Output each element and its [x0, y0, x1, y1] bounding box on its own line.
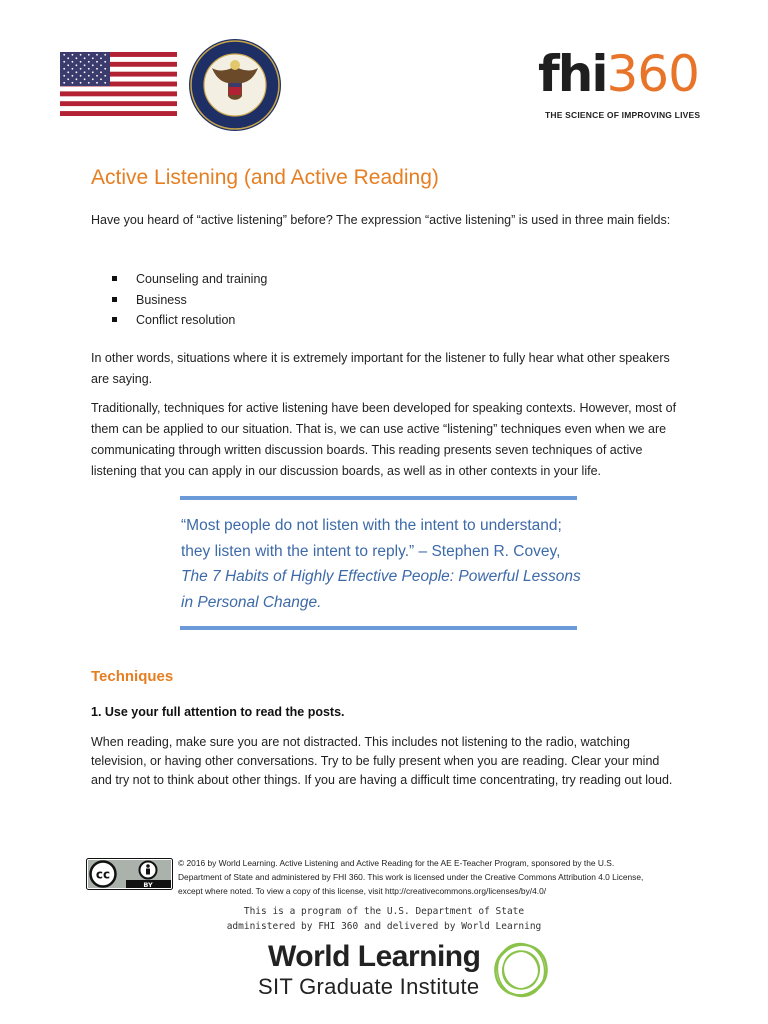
fields-list [112, 269, 267, 331]
quote-book: The 7 Habits of Highly Effective People: Powerful Lessons in Personal Change. [181, 568, 581, 611]
techniques-heading: Techniques [91, 668, 174, 685]
intro-paragraph: Have you heard of “active listening” before? The expression “active listening” is used in three main fields: [91, 213, 671, 227]
bullet-square-icon [112, 297, 117, 302]
quote-rule-top [180, 496, 577, 500]
technique-1-paragraph: When reading, make sure you are not distracted. This includes not listening to the radio, watching television, or having other conversations. Try to be fully present when you are reading. Clear your mind and try not to think about other things. If you are having a difficult time concentrating, try reading out loud. [91, 735, 673, 787]
list-item: Business [112, 290, 267, 311]
svg-text:cc: cc [95, 867, 111, 882]
list-item: Conflict resolution [112, 310, 267, 331]
world-learning-ring-icon [492, 941, 550, 999]
page-title: Active Listening (and Active Reading) [91, 166, 439, 189]
other-words-paragraph: In other words, situations where it is extremely important for the listener to fully hear what other speakers are saying. [91, 351, 670, 386]
dept-of-state-seal-icon [188, 38, 282, 132]
list-item: Counseling and training [112, 269, 267, 290]
traditionally-paragraph: Traditionally, techniques for active listening have been developed for speaking contexts. However, most of them can be applied to our situation. That is, we can use active “listening” techniques even when we are communicating through written discussion boards. This reading presents seven techniques of active listening that you can apply in our discussion boards, as well as in other contexts in your life. [91, 401, 677, 478]
svg-text:BY: BY [143, 880, 153, 889]
technique-1-heading: 1. Use your full attention to read the posts. [91, 705, 345, 719]
bullet-square-icon [112, 317, 117, 322]
program-statement: This is a program of the U.S. Department of State administered by FHI 360 and delivered by World Learning [226, 906, 542, 932]
pull-quote [181, 513, 581, 615]
license-text: © 2016 by World Learning. Active Listening and Active Reading for the AE E-Teacher Program, sponsored by the U.S. Department of State and administered by FHI 360. This work is licensed under the Creative Commons Attribution 4.0 License, except where noted. To view a copy of this license, visit http://creativecommons.org/licenses/by/4.0/ [178, 858, 644, 896]
bullet-square-icon [112, 276, 117, 281]
quote-author: Stephen R. Covey, [431, 542, 561, 560]
quote-text: “Most people do not listen with the intent to understand; they listen with the intent to reply.” – [181, 517, 562, 560]
world-learning-logo-name: World Learning [268, 940, 481, 973]
fhi360-logo: fhi360 [538, 45, 699, 103]
creative-commons-by-icon[interactable] [86, 858, 173, 890]
quote-rule-bottom [180, 626, 577, 630]
fhi360-tagline: THE SCIENCE OF IMPROVING LIVES [545, 110, 701, 120]
us-flag-icon [60, 52, 177, 116]
sit-graduate-institute-name: SIT Graduate Institute [258, 974, 480, 999]
